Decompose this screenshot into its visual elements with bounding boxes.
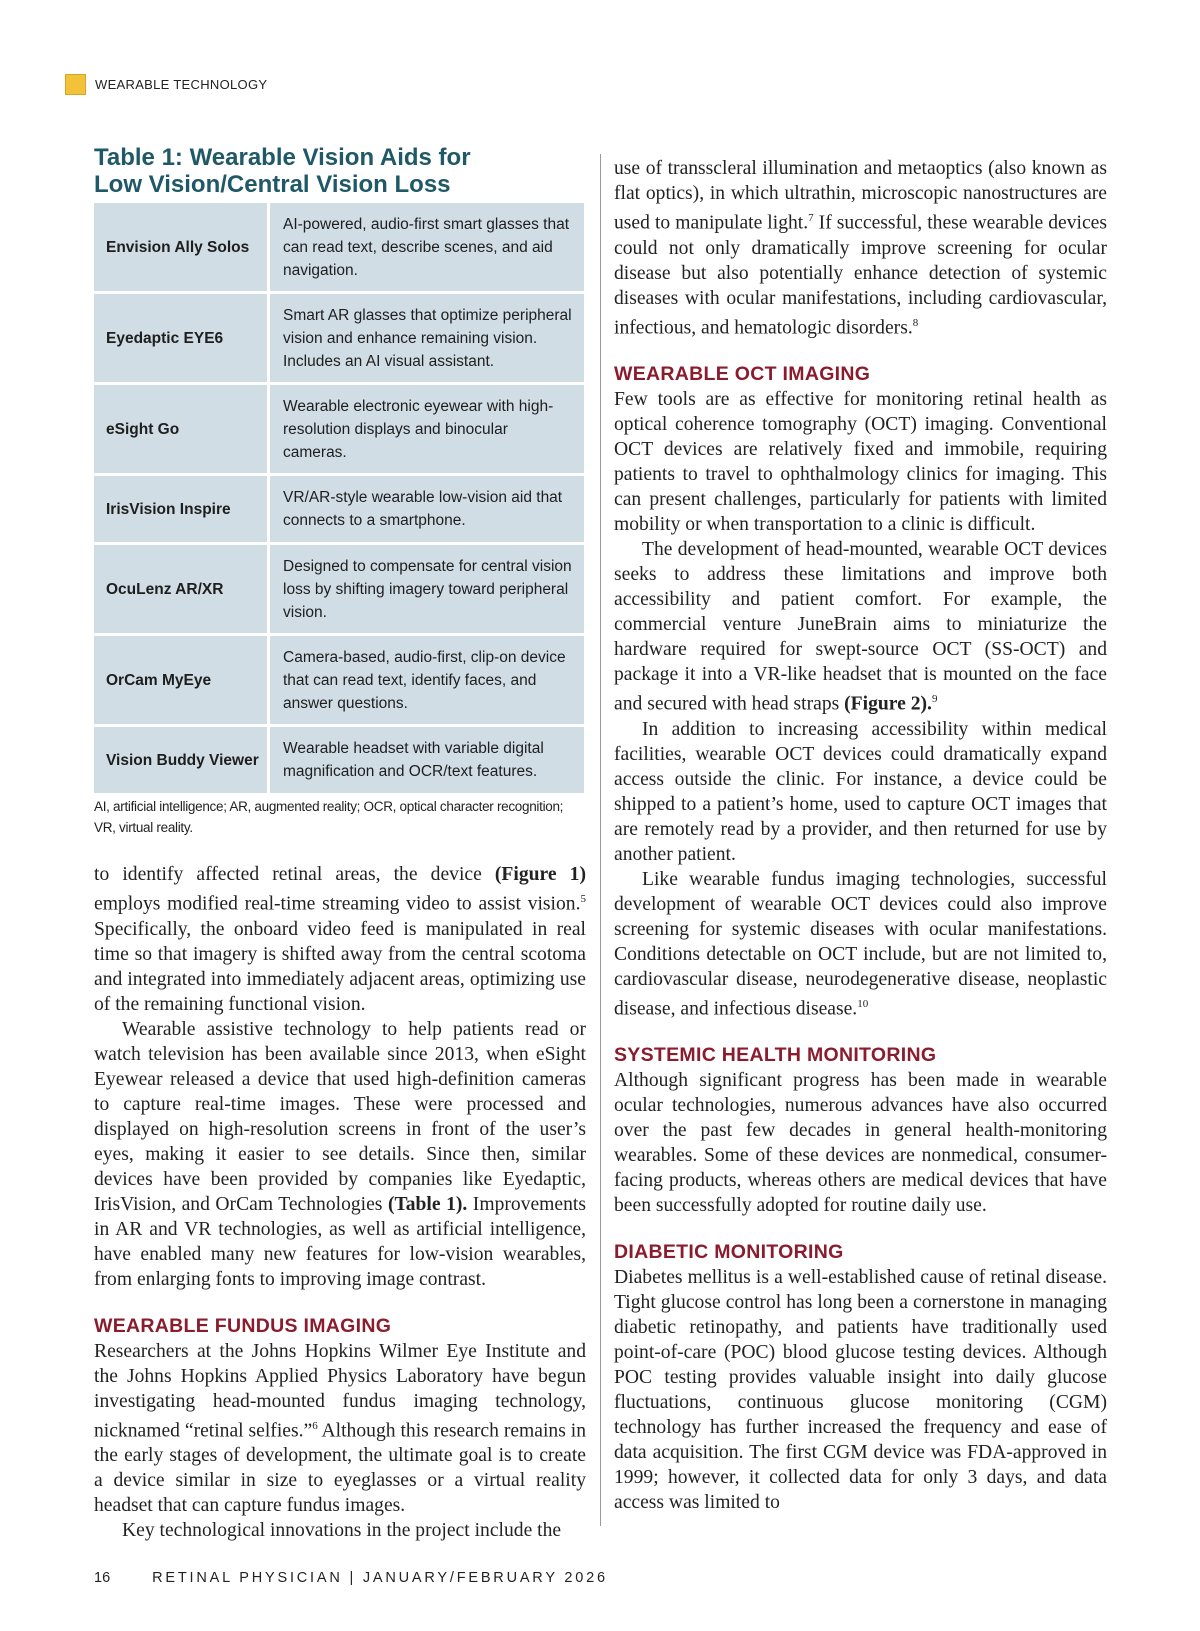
device-name-cell: Envision Ally Solos xyxy=(94,203,269,293)
device-description-cell: Wearable electronic eyewear with high-resolution displays and binocular cameras. xyxy=(269,384,585,475)
figure-1-reference: (Figure 1) xyxy=(494,864,586,885)
paragraph: Few tools are as effective for monitoring retinal health as optical coherence tomography (OCT) imaging. Conventional OCT devices are relatively fixed and immobile, requiring patients to travel to ophthalmology clinics for imaging. This can present challenges, particularly for patients with limited mobility or when transportation to a clinic is difficult. xyxy=(614,389,1107,536)
text-run: The development of head-mounted, wearable OCT devices seeks to address these limitations and improve both accessibility and patient comfort. For example, the commercial venture JuneBrain aims to miniaturize the hardware required for swept-source OCT (SS-OCT) and package it into a VR-like headset that is mounted on the face and secured with head straps xyxy=(614,539,1107,715)
device-description-cell: Wearable headset with variable digital magnification and OCR/text features. xyxy=(269,726,585,794)
right-column xyxy=(614,156,1107,1515)
text-run: Researchers at the Johns Hopkins Wilmer Eye Institute and the Johns Hopkins Applied Physics Laboratory have begun investigating head-mounted fundus imaging technology, nicknamed “retinal selfies.” xyxy=(94,1340,586,1442)
text-run: Wearable assistive technology to help patients read or watch television has been available since 2013, when eSight Eyewear released a device that used high-definition cameras to capture real-time images. These were processed and displayed on high-resolution screens in front of the user’s eyes, making it easier to see details. Since then, similar devices have been provided by companies like Eyedaptic, IrisVision, and OrCam Technologies xyxy=(94,1018,586,1215)
table-title xyxy=(94,144,586,198)
device-name-cell: OrCam MyEye xyxy=(94,635,269,726)
paragraph xyxy=(94,1339,586,1519)
vision-aids-table xyxy=(94,203,584,793)
paragraph: Diabetes mellitus is a well-established cause of retinal disease. Tight glucose control has long been a cornerstone in managing diabetic retinopathy, and patients have traditionally used point-of-care (POC) blood glucose testing devices. Although POC testing provides valuable insight into daily glucose fluctuations, continuous glucose monitoring (CGM) technology has further increased the frequency and ease of data acquisition. The first CGM device was FDA-approved in 1999; however, it collected data for only 3 days, and data access was limited to xyxy=(614,1267,1107,1514)
section-heading: SYSTEMIC HEALTH MONITORING xyxy=(614,1044,937,1067)
paragraph xyxy=(94,1017,586,1292)
table-row xyxy=(94,293,584,384)
citation-ref: 5 xyxy=(580,893,586,905)
paragraph xyxy=(614,156,1107,340)
section-label: WEARABLE TECHNOLOGY xyxy=(95,77,268,92)
device-name-cell: Eyedaptic EYE6 xyxy=(94,293,269,384)
left-body-text xyxy=(94,862,586,1543)
section-heading: WEARABLE OCT IMAGING xyxy=(614,363,871,386)
column-divider xyxy=(600,154,601,1526)
table-footnote: AI, artificial intelligence; AR, augmented reality; OCR, optical character recognition; VR, virtual reality. xyxy=(94,799,564,835)
device-name-cell: OcuLenz AR/XR xyxy=(94,544,269,635)
text-run: If successful, these wearable devices could not only dramatically improve screening for ocular disease but also potentially enhance detection of systemic diseases with ocular manifestations, including cardiovascular, infectious, and hematologic disorders. xyxy=(614,212,1107,339)
device-description-cell: VR/AR-style wearable low-vision aid that connects to a smartphone. xyxy=(269,475,585,544)
paragraph: Although significant progress has been made in wearable ocular technologies, numerous advances have also occurred over the past few decades in general health-monitoring wearables. Some of these devices are nonmedical, consumer-facing products, whereas others are medical devices that have been successfully adopted for routine daily use. xyxy=(614,1070,1107,1217)
table-title-line-1: Table 1: Wearable Vision Aids for xyxy=(94,144,471,171)
section-heading: DIABETIC MONITORING xyxy=(614,1241,844,1264)
device-description-cell: Smart AR glasses that optimize peripheral vision and enhance remaining vision. Includes an AI visual assistant. xyxy=(269,293,585,384)
device-name-cell: Vision Buddy Viewer xyxy=(94,726,269,794)
device-description-cell: Camera-based, audio-first, clip-on device that can read text, identify faces, and answer questions. xyxy=(269,635,585,726)
citation-ref: 9 xyxy=(931,693,938,706)
citation-ref: 10 xyxy=(857,997,869,1010)
text-run: use of transscleral illumination and metaoptics (also known as flat optics), in which ultrathin, microscopic nanostructures are used to manipulate light. xyxy=(614,158,1107,234)
device-description-cell: Designed to compensate for central vision loss by shifting imagery toward peripheral vision. xyxy=(269,544,585,635)
text-run: Like wearable fundus imaging technologies, successful development of wearable OCT devices could also improve screening for systemic diseases with ocular manifestations. Conditions detectable on OCT include, but are not limited to, cardiovascular disease, neurodegenerative disease, neoplastic disease, and infectious disease. xyxy=(614,868,1107,1020)
text-run: to identify affected retinal areas, the device xyxy=(94,864,495,885)
device-name-cell: IrisVision Inspire xyxy=(94,475,269,544)
figure-2-reference: (Figure 2). xyxy=(844,693,932,715)
paragraph xyxy=(94,862,586,1017)
paragraph xyxy=(614,537,1107,717)
left-column xyxy=(94,140,586,1543)
publication-info: RETINAL PHYSICIAN | JANUARY/FEBRUARY 2026 xyxy=(152,1570,608,1586)
table-row xyxy=(94,635,584,726)
device-description-cell: AI-powered, audio-first smart glasses that can read text, describe scenes, and aid navigation. xyxy=(269,203,585,293)
section-header xyxy=(65,74,267,95)
citation-ref: 6 xyxy=(312,1419,318,1432)
paragraph: Key technological innovations in the project include the xyxy=(122,1520,562,1542)
table-1-reference: (Table 1). xyxy=(387,1193,468,1215)
section-marker-square xyxy=(65,74,86,95)
paragraph: In addition to increasing accessibility within medical facilities, wearable OCT devices could dramatically expand access outside the clinic. For instance, a device could be shipped to a patient’s home, used to capture OCT images that are remotely read by a provider, and then returned for use by another patient. xyxy=(614,718,1107,865)
table-title-line-2: Low Vision/Central Vision Loss xyxy=(94,171,451,198)
table-row xyxy=(94,203,584,293)
section-heading: WEARABLE FUNDUS IMAGING xyxy=(94,1314,392,1337)
device-name-cell: eSight Go xyxy=(94,384,269,475)
text-run: Although this research remains in the early stages of development, the ultimate goal is to create a device similar in size to eyeglasses or a virtual reality headset that can capture fundus images. xyxy=(94,1420,587,1517)
table-row xyxy=(94,475,584,544)
table-row xyxy=(94,544,584,635)
table-row xyxy=(94,384,584,475)
paragraph xyxy=(614,867,1107,1022)
citation-ref: 7 xyxy=(808,212,814,224)
text-run: employs modified real-time streaming video to assist vision. xyxy=(94,893,581,915)
citation-ref: 8 xyxy=(912,316,919,329)
text-run: Specifically, the onboard video feed is manipulated in real time so that imagery is shifted away from the central scotoma and integrated into immediately adjacent areas, optimizing use of the remaining functional vision. xyxy=(94,918,586,1015)
page-footer xyxy=(94,1570,608,1586)
text-run: Improvements in AR and VR technologies, as well as artificial intelligence, have enabled many new features for low-vision wearables, from enlarging fonts to improving image contrast. xyxy=(94,1193,586,1290)
page-number: 16 xyxy=(94,1570,111,1586)
table-row xyxy=(94,726,584,794)
